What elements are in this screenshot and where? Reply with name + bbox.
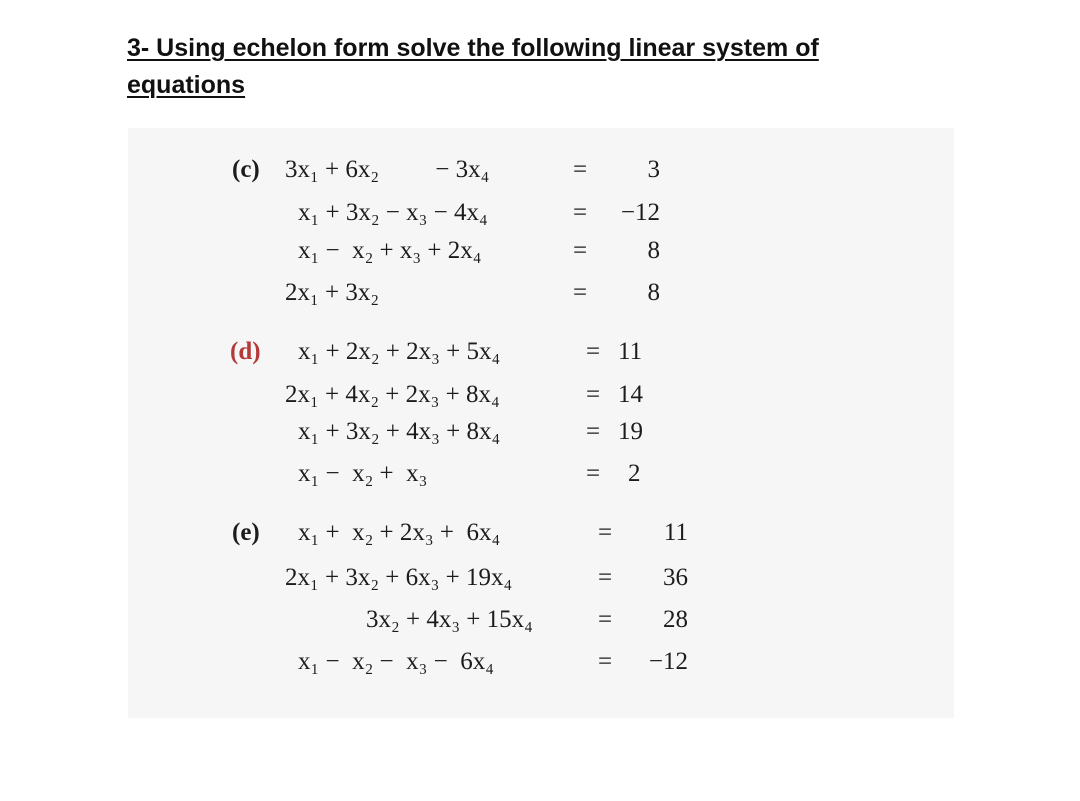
system-d-eq4-equals: = [586, 460, 601, 487]
system-e-eq1-lhs: x₁ + x₂ + 2x₃ + 6x₄ [298, 519, 501, 546]
system-c-eq3-rhs: 8 [647, 237, 660, 264]
system-e-eq2-rhs: 36 [663, 564, 688, 591]
system-c-eq1-rhs: 3 [647, 156, 660, 183]
system-d-eq4-lhs: x₁ − x₂ + x₃ [298, 460, 428, 487]
system-c-eq4-rhs: 8 [647, 279, 660, 306]
system-c-eq1-equals: = [573, 156, 588, 183]
system-d-eq1-equals: = [586, 338, 601, 365]
system-c-eq2-lhs: x₁ + 3x₂ − x₃ − 4x₄ [298, 199, 488, 226]
system-e-eq3-rhs: 28 [663, 606, 688, 633]
system-c-eq4-equals: = [573, 279, 588, 306]
system-e-eq4-rhs: −12 [648, 648, 688, 675]
system-d-eq3-equals: = [586, 418, 601, 445]
system-e-eq1-rhs: 11 [663, 519, 688, 546]
system-c-eq4-lhs: 2x₁ + 3x₂ [285, 279, 380, 306]
system-c-eq3-lhs: x₁ − x₂ + x₃ + 2x₄ [298, 237, 482, 264]
system-c-eq2-equals: = [573, 199, 588, 226]
system-d-eq4-rhs: 2 [628, 460, 641, 487]
system-e-eq2-lhs: 2x₁ + 3x₂ + 6x₃ + 19x₄ [285, 564, 513, 591]
system-d-eq3-lhs: x₁ + 3x₂ + 4x₃ + 8x₄ [298, 418, 501, 445]
system-d-eq2-lhs: 2x₁ + 4x₂ + 2x₃ + 8x₄ [285, 381, 500, 408]
system-c-label: (c) [232, 156, 260, 183]
system-c-eq2-rhs: −12 [620, 199, 660, 226]
system-e-label: (e) [232, 519, 260, 546]
system-d-eq1-rhs: 11 [618, 338, 643, 365]
system-e-eq1-equals: = [598, 519, 613, 546]
system-d-eq3-rhs: 19 [618, 418, 643, 445]
system-d-eq2-rhs: 14 [618, 381, 643, 408]
equations-panel [128, 128, 954, 718]
system-c-eq3-equals: = [573, 237, 588, 264]
system-d-eq1-lhs: x₁ + 2x₂ + 2x₃ + 5x₄ [298, 338, 501, 365]
system-d-eq2-equals: = [586, 381, 601, 408]
exercise-title: 3- Using echelon form solve the following linear system of equations [127, 34, 819, 99]
system-e-eq4-equals: = [598, 648, 613, 675]
system-e-eq4-lhs: x₁ − x₂ − x₃ − 6x₄ [298, 648, 494, 675]
system-e-eq2-equals: = [598, 564, 613, 591]
system-d-label: (d) [230, 338, 261, 365]
system-e-eq3-lhs: 3x₂ + 4x₃ + 15x₄ [366, 606, 533, 633]
system-e-eq3-equals: = [598, 606, 613, 633]
system-c-eq1-lhs: 3x₁ + 6x₂ − 3x₄ [285, 156, 490, 183]
